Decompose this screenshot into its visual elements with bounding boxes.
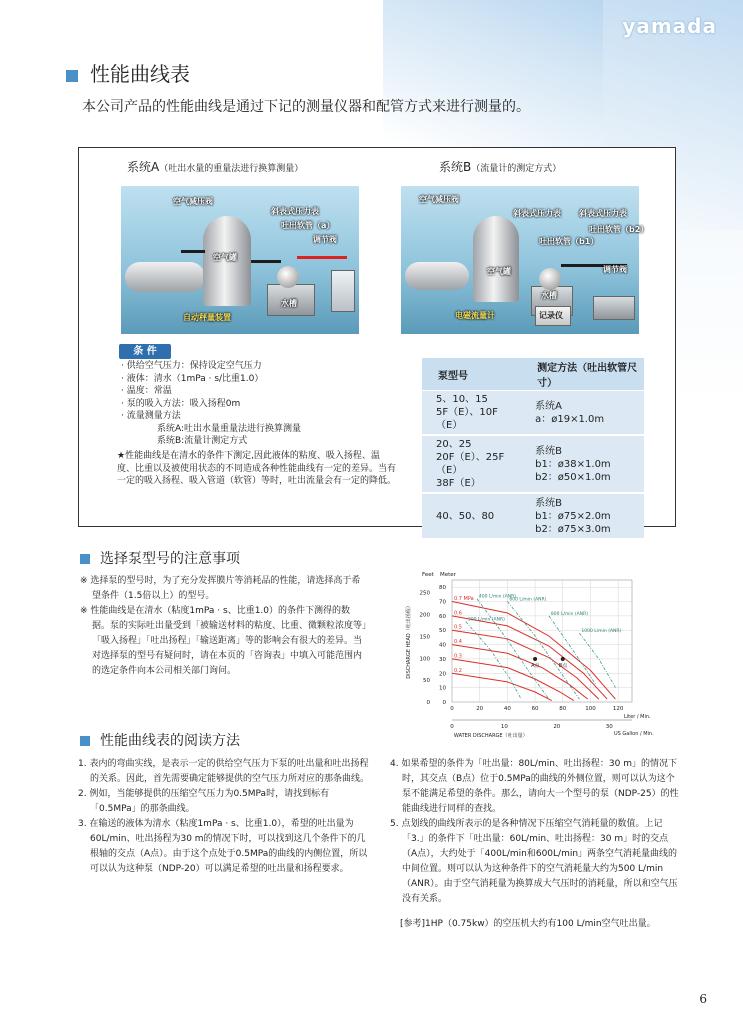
method-text: b1：ø75×2.0m [535, 510, 611, 522]
air-consumption-label: 600 L/min (ANR) [509, 597, 547, 603]
label-air-reducer: 空气减压阀 [173, 197, 213, 206]
condition-item: · 液体：清水（1mPa · s/比重1.0） [121, 373, 264, 384]
label-air-tank: 空气罐 [213, 253, 237, 262]
intro-text: 本公司产品的性能曲线是通过下记的测量仪器和配管方式来进行测量的。 [82, 99, 530, 115]
pump-icon [539, 268, 561, 290]
condition-item: 系统B:流量计测定方式 [121, 436, 248, 446]
condition-item: · 温度：常温 [121, 386, 172, 396]
condition-item: · 供给空气压力：保持设定空气压力 [121, 361, 262, 371]
model-text: 20F（E）、25F（E） [436, 452, 505, 476]
conditions-badge: 条 件 [119, 344, 171, 359]
compressor-icon [405, 262, 469, 290]
section-square-icon [80, 736, 90, 746]
x-unit-gallon: US Gallon / Min. [614, 731, 654, 737]
system-a-diagram [121, 186, 359, 334]
x-tick-label-gallon: 20 [553, 724, 561, 730]
model-text: 40、50、80 [436, 510, 495, 522]
system-a-title: 系统A（吐出水量的重量法进行换算测量） [127, 160, 304, 174]
x-unit-liter: Liter / Min. [624, 714, 651, 720]
method-text: b1：ø38×1.0m [535, 458, 611, 470]
y-tick-label-meter: 50 [439, 628, 446, 635]
x-tick-label-lpm: 0 [450, 706, 454, 712]
flowmeter-icon [593, 296, 635, 320]
label-air-tank: 空气罐 [487, 267, 511, 276]
compressor-icon [125, 262, 205, 292]
label-hose-2: 吐出软管（b2） [589, 225, 649, 234]
table-cell-method [521, 391, 644, 436]
section-square-icon [80, 554, 90, 564]
paragraph: ※ 性能曲线是在清水（粘度1mPa · s、比重1.0）的条件下测得的数据。泵的实际吐出量受到「被输送材料的粘度、比重、微颗粒浓度等」「吸入扬程」「吐出扬程」「输送距离」等的影响会有很大的差异。当对选择泵的型号有疑问时，请在本页的「咨询表」中填入可能范围内的选定条件向本公司相关部门询问。 [80, 606, 367, 676]
pressure-curve-label: 0.6 [454, 610, 462, 617]
y-tick-label-meter: 0 [442, 700, 446, 706]
table-cell-method [521, 435, 644, 493]
pressure-curve-label: 0.3 [454, 653, 462, 660]
label-gauge-1: 斜表式压力表 [513, 209, 561, 218]
method-text: b2：ø50×1.0m [535, 471, 611, 483]
model-text: 5、10、15 [436, 394, 488, 405]
condition-item: · 流量测量方法 [121, 411, 181, 421]
y-axis-label: DISCHARGE HEAD（吐出扬程） [406, 603, 412, 679]
pressure-curve-label: 0.4 [454, 639, 462, 646]
condition-item: 系统A:吐出水量重量法进行换算测量 [121, 423, 302, 434]
x-axis-label: WATER DISCHARGE（吐出量） [453, 733, 528, 739]
label-gauge-2: 斜表式压力表 [579, 209, 627, 218]
table-row [422, 493, 644, 539]
model-text: 5F（E）、10F（E） [436, 407, 498, 431]
x-tick-label-lpm: 100 [585, 706, 596, 712]
y-tick-label-meter: 70 [439, 599, 446, 606]
x-tick-label-lpm: 20 [476, 706, 484, 712]
label-gauge: 斜表式压力表 [271, 207, 319, 216]
y-tick-label-meter: 10 [439, 685, 446, 692]
measurement-panel [78, 147, 676, 535]
y-tick-label-feet: 200 [419, 612, 430, 619]
section-select-title-text: 选择泵型号的注意事项 [100, 551, 240, 567]
pump-model-table [422, 358, 644, 540]
page-title [66, 58, 190, 87]
title-square-icon [66, 70, 78, 82]
y-unit-feet: Feet [422, 572, 434, 578]
x-tick-label-gallon: 10 [500, 724, 508, 730]
system-b-diagram [401, 186, 649, 334]
air-consumption-label: 300 L/min (ANR) [467, 617, 505, 623]
x-tick-label-gallon: 30 [605, 724, 613, 730]
label-flowmeter: 电磁流量计 [455, 311, 495, 320]
condition-item: · 泵的吸入方法：吸入扬程0m [121, 398, 241, 409]
table-cell-models [422, 435, 521, 493]
x-tick-label-gallon: 0 [450, 724, 454, 730]
table-header: 测定方法（吐出软管尺寸） [521, 358, 644, 391]
method-text: b2：ø75×3.0m [535, 523, 611, 535]
x-tick-label-lpm: 40 [503, 706, 511, 712]
y-tick-label-meter: 30 [439, 656, 446, 663]
reference-note: [参考]1HP（0.75kw）的空压机大约有100 L/min空气吐出量。 [400, 919, 656, 929]
table-row [422, 435, 644, 493]
y-tick-label-feet: 0 [426, 700, 430, 706]
pressure-curve-label: 0.2 [454, 667, 462, 674]
y-tick-label-feet: 50 [423, 678, 430, 685]
page-title-text: 性能曲线表 [90, 62, 190, 86]
method-text: 系统B [535, 445, 562, 457]
section-read-left [78, 757, 374, 877]
performance-curve-chart [400, 562, 675, 746]
label-recorder: 记录仪 [539, 311, 563, 320]
method-text: a：ø19×1.0m [535, 413, 605, 425]
model-text: 20、25 [436, 439, 472, 450]
paragraph: 2. 例如，当能够提供的压缩空气压力为0.5MPa时，请找到标有「0.5MPa」的那条曲线。 [78, 789, 330, 814]
x-tick-label-lpm: 80 [559, 706, 567, 712]
table-header: 泵型号 [422, 358, 521, 391]
paragraph: ※ 选择泵的型号时，为了充分发挥膜片等消耗品的性能，请选择高于希望条件（1.5倍以上）的型号。 [80, 576, 361, 601]
label-valve: 调节阀 [603, 265, 627, 274]
air-tank-icon [473, 216, 519, 302]
air-consumption-label: 400 L/min (ANR) [478, 594, 516, 600]
air-consumption-label: 1000 L/min (ANR) [581, 629, 622, 635]
paragraph: 3. 在输送的液体为清水（粘度1mPa · s、比重1.0），希望的吐出量为60L/min、吐出扬程为30 m的情况下时，可以找到这几个条件下的几根轴的交点（A点）。由于这个点处于0.5MPa的曲线的内侧位置，所以可以认为这种泵（NDP-20）可以满足希望的吐出量和扬程要求。 [78, 819, 368, 874]
operating-point [561, 657, 565, 661]
operating-point-label: B点 [558, 662, 568, 669]
method-text: 系统B [535, 497, 562, 509]
pressure-curve-label: 0.5 [454, 624, 462, 631]
label-valve: 调节阀 [313, 235, 337, 244]
x-tick-label-lpm: 60 [531, 706, 539, 712]
air-consumption-label: 800 L/min (ANR) [550, 611, 588, 617]
section-select-body [80, 574, 368, 679]
model-text: 38F（E） [436, 478, 481, 489]
brand-logo: yamada [622, 14, 717, 38]
conditions-note: ★性能曲线是在清水的条件下测定,因此液体的粘度、吸入扬程、温度、比重以及被使用状态的不同造成各种性能曲线有一定的差异。当有一定的吸入扬程、吸入管道（软管）等时，吐出流量会有一定的降低。 [117, 451, 397, 486]
discharge-pipe [297, 256, 347, 259]
paragraph: 4. 如果希望的条件为「吐出量：80L/min、吐出扬程：30 m」的情况下时，其交点（B点）位于0.5MPa的曲线的外侧位置，则可以认为这个泵不能满足希望的条件。那么，请向大一个型号的泵（NDP-25）的性能曲线进行同样的查找。 [390, 759, 679, 814]
table-cell-method [521, 493, 644, 539]
pump-icon [277, 266, 299, 288]
section-read-title-text: 性能曲线表的阅读方法 [100, 733, 240, 749]
method-text: 系统A [535, 400, 562, 412]
label-scale: 自动秤量装置 [183, 313, 231, 322]
page-number: 6 [699, 992, 707, 1006]
table-cell-models [422, 493, 521, 539]
y-tick-label-meter: 40 [439, 642, 446, 649]
section-read-right [390, 757, 680, 932]
section-read-title [80, 730, 240, 750]
y-tick-label-feet: 150 [419, 634, 430, 641]
system-b-title: 系统B（流量计的测定方式） [439, 160, 562, 174]
label-air-reducer: 空气减压阀 [419, 195, 459, 204]
x-tick-label-lpm: 120 [612, 706, 624, 712]
y-tick-label-meter: 20 [439, 671, 446, 678]
paragraph: 5. 点划线的曲线所表示的是各种情况下压缩空气消耗量的数值。上记「3.」的条件下「吐出量：60L/min、吐出扬程：30 m」时的交点（A点），大约处于「400L/min和600L/min」两条空气消耗量曲线的中间位置。则可以认为这种条件下的空气消耗量大约为500 L/min（ANR）。由于空气消耗量为换算成大气压时的消耗量，所以和空气压没有关系。 [390, 819, 678, 904]
label-water-tank: 水槽 [281, 299, 297, 308]
table-row [422, 391, 644, 436]
y-unit-meter: Meter [440, 572, 456, 578]
operating-point [533, 657, 537, 661]
conditions-list [121, 360, 301, 448]
operating-point-label: A点 [531, 662, 540, 669]
y-tick-label-meter: 60 [439, 613, 446, 620]
label-hose-1: 吐出软管（b1） [539, 237, 599, 246]
pipe [181, 250, 205, 253]
table-header-row [422, 358, 644, 391]
pipe [251, 260, 281, 263]
scale-icon [331, 270, 355, 312]
y-tick-label-feet: 100 [419, 656, 430, 663]
paragraph: 1. 表内的弯曲实线，是表示一定的供给空气压力下泵的吐出量和吐出扬程的关系。因此，首先需要确定能够提供的空气压力所对应的那条曲线。 [78, 759, 370, 784]
pressure-curve-label: 0.7 MPa [454, 596, 474, 603]
label-water-tank: 水槽 [541, 291, 557, 300]
y-tick-label-meter: 80 [439, 585, 446, 592]
y-tick-label-feet: 250 [419, 590, 430, 597]
table-cell-models [422, 391, 521, 436]
label-hose: 吐出软管（a） [281, 221, 335, 230]
section-select-title [80, 548, 240, 568]
